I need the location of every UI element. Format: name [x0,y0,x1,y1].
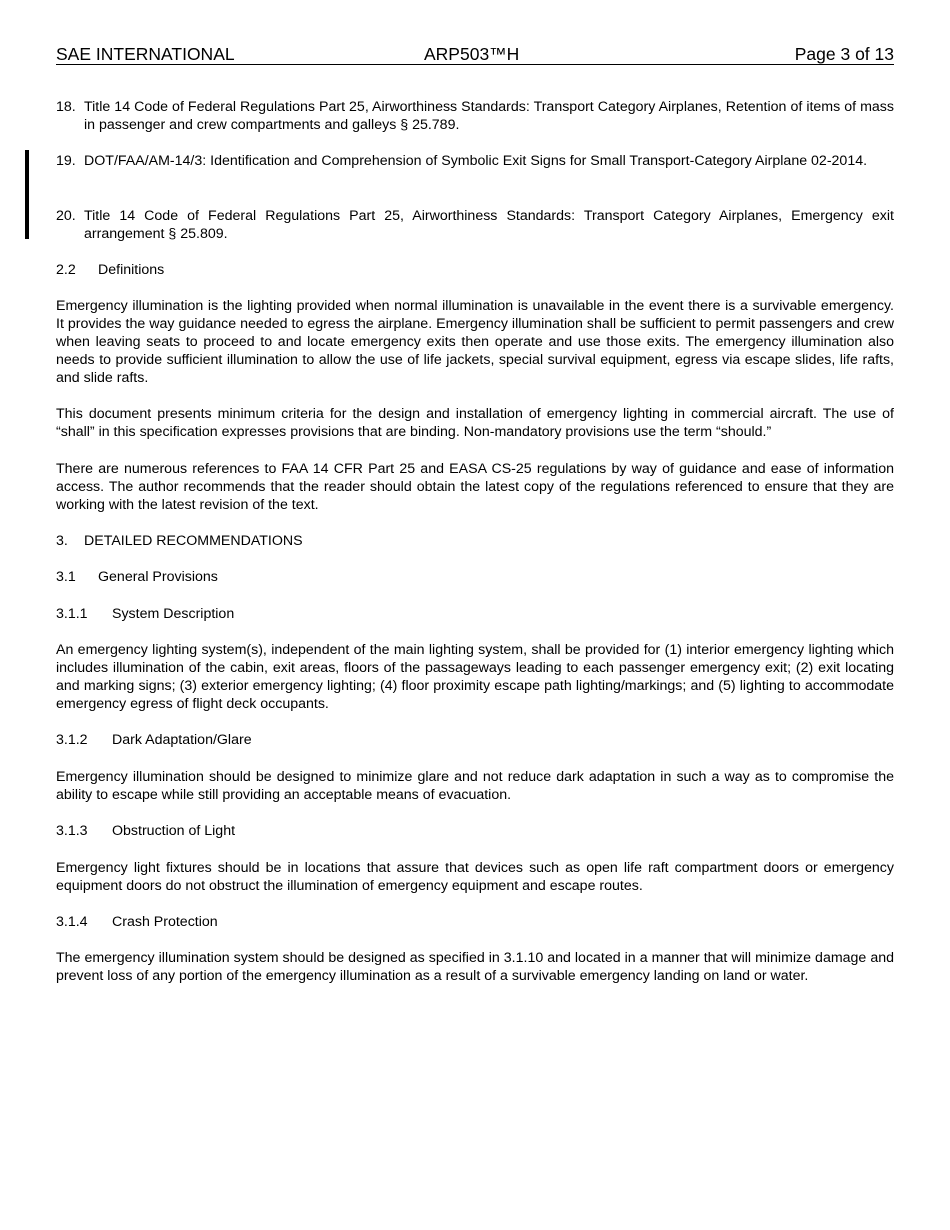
reference-text: Title 14 Code of Federal Regulations Part 25, Airworthiness Standards: Transport Category Airplanes, Retention of items of mass in passenger and crew compartments and galleys § 25.789. [84,99,894,133]
page-header [56,44,894,65]
section-heading-3 [56,532,303,550]
section-number: 3.1.3 [56,823,88,839]
section-title: System Description [112,606,235,622]
section-heading-3-1-3 [56,822,235,840]
section-heading-3-1-4 [56,913,218,931]
header-org: SAE INTERNATIONAL [56,44,235,64]
section-number: 3.1.4 [56,914,88,930]
system-description-paragraph: An emergency lighting system(s), independent of the main lighting system, shall be provided for (1) interior emergency lighting which includes illumination of the cabin, exit areas, floors of the passageways leading to each passenger emergency exit; (2) exit locating and marking signs; (3) exterior emergency lighting; (4) floor proximity escape path lighting/markings; and (5) lighting to accommodate emergency egress of flight deck occupants. [56,642,894,712]
reference-item [56,98,894,134]
header-page-number: Page 3 of 13 [794,44,894,64]
definition-paragraph: Emergency illumination is the lighting provided when normal illumination is unavailable in the event there is a survivable emergency. It provides the way guidance needed to egress the airplane. Emergency illumination shall be sufficient to permit passengers and crew when leaving seats to proceed to and locate emergency exits then operate and use those exits. The emergency illumination also needs to provide sufficient illumination to allow the use of life jackets, special survival equipment, egress via escape slides, life rafts, and slide rafts. [56,298,894,386]
section-number: 3.1 [56,569,76,585]
section-title: Obstruction of Light [112,823,236,839]
section-number: 3.1.2 [56,732,88,748]
section-heading-3-1 [56,568,218,586]
reference-item [56,152,894,170]
definition-paragraph: This document presents minimum criteria for the design and installation of emergency lighting in commercial aircraft. The use of “shall” in this specification expresses provisions that are binding. Non-mandatory provisions use the term “should.” [56,406,894,440]
reference-number: 20. [56,208,76,224]
section-title: DETAILED RECOMMENDATIONS [84,533,303,549]
section-heading-3-1-1 [56,605,234,623]
section-heading-2-2 [56,261,164,279]
section-title: Dark Adaptation/Glare [112,732,252,748]
definition-paragraph: There are numerous references to FAA 14 CFR Part 25 and EASA CS-25 regulations by way of guidance and ease of information access. The author recommends that the reader should obtain the latest copy of the regulations referenced to ensure that they are working with the latest revision of the text. [56,461,894,513]
dark-adaptation-paragraph: Emergency illumination should be designed to minimize glare and not reduce dark adaptation in such a way as to compromise the ability to escape while still providing an acceptable means of evacuation. [56,769,894,803]
crash-protection-paragraph: The emergency illumination system should be designed as specified in 3.1.10 and located in a manner that will minimize damage and prevent loss of any portion of the emergency illumination as a result of a survivable emergency landing on land or water. [56,950,894,984]
reference-text: Title 14 Code of Federal Regulations Part 25, Airworthiness Standards: Transport Category Airplanes, Emergency exit arrangement § 25.809. [84,208,894,242]
section-number: 3. [56,533,68,549]
section-heading-3-1-2 [56,731,252,749]
revision-change-bar [25,150,29,239]
section-title: Definitions [98,262,165,278]
section-number: 2.2 [56,262,76,278]
reference-number: 19. [56,153,76,169]
section-title: General Provisions [98,569,218,585]
section-number: 3.1.1 [56,606,88,622]
section-title: Crash Protection [112,914,218,930]
reference-item [56,207,894,243]
header-doc-id: ARP503™H [424,44,520,64]
reference-text: DOT/FAA/AM-14/3: Identification and Comprehension of Symbolic Exit Signs for Small Transport-Category Airplane 02-2014. [84,153,868,169]
reference-number: 18. [56,99,76,115]
obstruction-paragraph: Emergency light fixtures should be in locations that assure that devices such as open life raft compartment doors or emergency equipment doors do not obstruct the illumination of emergency equipment and escape routes. [56,860,894,894]
